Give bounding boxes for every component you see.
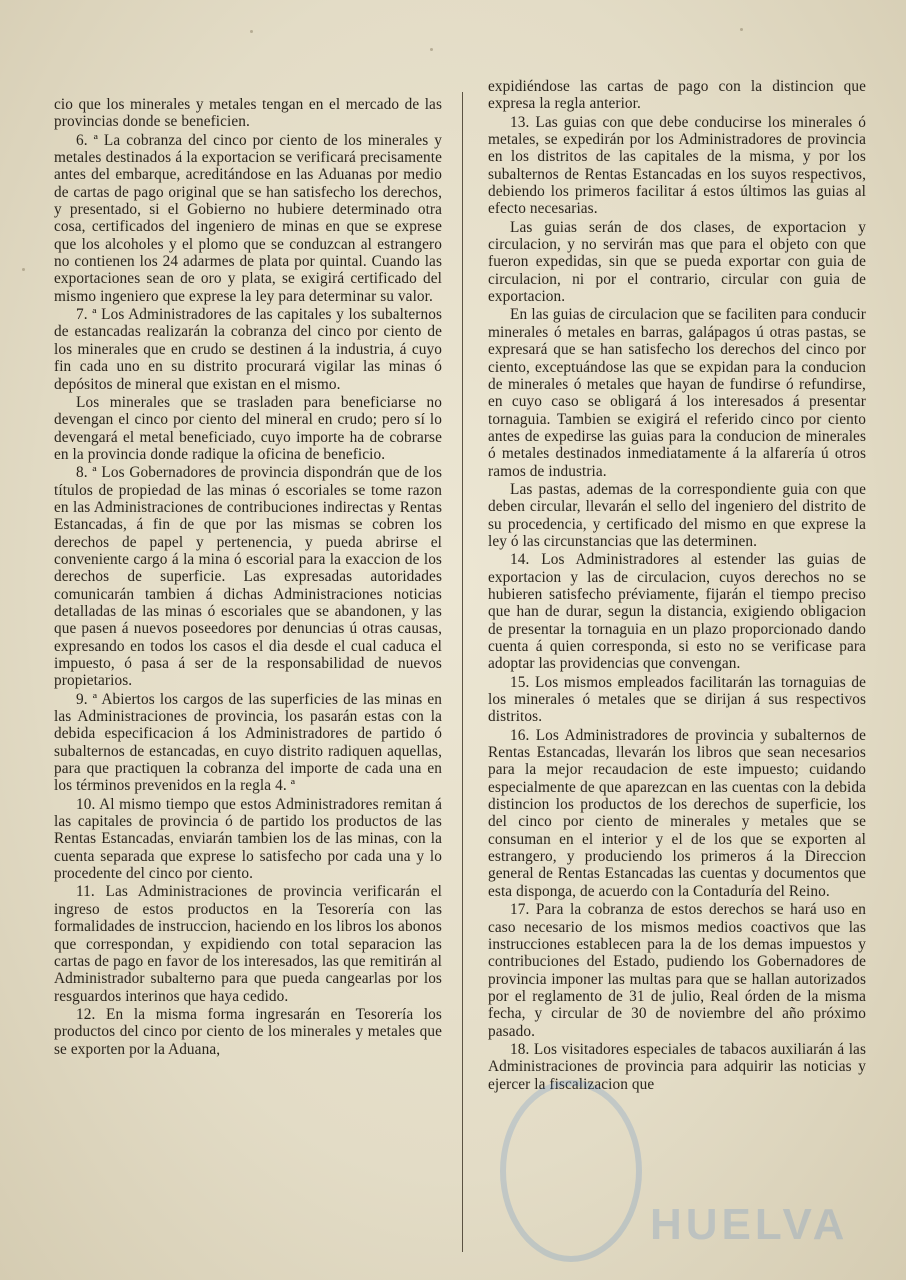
paragraph: 6. ª La cobranza del cinco por ciento de los minerales y metales destinados á la exportacion se verificará precisamente antes del embarque, acreditándose en las Aduanas por medio de cartas de pago original que se han satisfecho los derechos, y presentado, si el Gobierno no hubiere determinado otra cosa, certificados del ingeniero de minas en que se exprese que los alcoholes y el plomo que se conduzcan al estrangero no contienen los 24 adarmes de plata por quintal. Cuando las exportaciones sean de oro y plata, se exigirá certificado del mismo ingeniero que exprese la ley para determinar su valor. [54, 131, 442, 305]
paragraph: 9. ª Abiertos los cargos de las superficies de las minas en las Administraciones de provincia, los pasarán estas con la debida especificacion á los Administradores de partido ó subalternos de estancadas, en cuyo distrito radiquen aquellas, para que practiquen la cobranza del importe de cada una en los términos prevenidos en la regla 4. ª [54, 690, 442, 795]
paragraph: En las guias de circulacion que se faciliten para conducir minerales ó metales en barras, galápagos ú otras pastas, se expresará que se han satisfecho los derechos del cinco por ciento, exceptuándose las que se expidan para la conducion de minerales ó metales que hayan de fundirse ó refundirse, en cuyo caso se obligará á los interesados á presentar tornaguia. Tambien se exigirá el referido cinco por ciento antes de expedirse las guias para la conducion de minerales ó metales destinados inmediatamente á la alfarería ú otros ramos de industria. [488, 306, 866, 480]
paper-speck [250, 30, 253, 33]
paper-speck [740, 28, 743, 31]
paragraph: 12. En la misma forma ingresarán en Tesorería los productos del cinco por ciento de los minerales y metales que se exporten por la Aduana, [54, 1005, 442, 1058]
paragraph: 16. Los Administradores de provincia y subalternos de Rentas Estancadas, llevarán los libros que sean necesarios para la mejor recaudacion de este impuesto; cuidando especialmente de que aparezcan en las cuentas con la debida distincion los productos de los derechos de superficie, los del cinco por ciento de minerales y metales que se consuman en el interior y el de los que se exporten al estrangero, y produciendo los primeros á la Direccion general de Rentas Estancadas las cuentas y documentos que esta disponga, de acuerdo con la Contaduría del Reino. [488, 726, 866, 900]
paragraph: Las pastas, ademas de la correspondiente guia con que deben circular, llevarán el sello del ingeniero del distrito de su procedencia, y certificado del mismo en que exprese la ley ó las circunstancias que las determinen. [488, 480, 866, 550]
paragraph: 18. Los visitadores especiales de tabacos auxiliarán á las Administraciones de provincia para adquirir las noticias y ejercer la fiscalizacion que [488, 1040, 866, 1093]
paper-speck [430, 48, 433, 51]
right-text-column [488, 78, 866, 1094]
paragraph: Los minerales que se trasladen para beneficiarse no devengan el cinco por ciento del mineral en crudo; pero sí lo devengará el metal beneficiado, cuyo importe ha de cobrarse en la provincia donde radique la oficina de beneficio. [54, 393, 442, 463]
stamp-seal-shape [500, 1080, 642, 1262]
paper-speck [22, 268, 25, 271]
paragraph: cio que los minerales y metales tengan en el mercado de las provincias donde se beneficien. [54, 96, 442, 131]
paragraph: 15. Los mismos empleados facilitarán las tornaguias de los minerales ó metales que se dirijan á sus respectivos distritos. [488, 673, 866, 726]
paragraph: 7. ª Los Administradores de las capitales y los subalternos de estancadas realizarán la cobranza del cinco por ciento de los minerales que en crudo se destinen á la industria, á cuyo fin cada uno en su distrito procurará vigilar las minas ó depósitos de mineral que existan en el mismo. [54, 306, 442, 393]
paragraph: 11. Las Administraciones de provincia verificarán el ingreso de estos productos en la Tesorería con las formalidades de instruccion, haciendo en los libros los abonos que correspondan, y expidiendo con total separacion las cartas de pago en favor de los interesados, las que remitirán al Administrador subalterno para que pueda cangearlas por los resguardos interinos que haya cedido. [54, 883, 442, 1005]
library-stamp [500, 1080, 849, 1260]
paragraph: 8. ª Los Gobernadores de provincia dispondrán que de los títulos de propiedad de las minas ó escoriales se tome razon en las Administraciones de contribuciones indirectas y Rentas Estancadas, á fin de que por las mismas se cobren los derechos de papel y pertenencia, y pueda abrirse el conveniente cargo á la mina ó escorial para la exaccion de los derechos de superficie. Las expresadas autoridades comunicarán tambien á dichas Administraciones noticias detalladas de las minas ó escoriales que se abandonen, y las que pasen á nuevos poseedores por denuncias ú otras causas, expresando en todos los casos el dia desde el cual caduca el impuesto, ó pasa á ser de la responsabilidad de nuevos propietarios. [54, 464, 442, 690]
paragraph: Las guias serán de dos clases, de exportacion y circulacion, y no servirán mas que para el objeto con que fueron expedidas, sin que se pueda exportar con guia de circulacion, ni por el contrario, circular con guia de exportacion. [488, 218, 866, 306]
left-text-column [54, 96, 442, 1059]
column-divider [462, 92, 463, 1252]
stamp-text: HUELVA [650, 1200, 849, 1249]
paragraph: 17. Para la cobranza de estos derechos se hará uso en caso necesario de los mismos medios coactivos que las instrucciones establecen para la de los demas impuestos y contribuciones del Estado, pudiendo los Gobernadores de provincia imponer las multas para que se hallan autorizados por el reglamento de 31 de julio, Real órden de la misma fecha, y circular de 30 de noviembre del año próximo pasado. [488, 901, 866, 1040]
paragraph: 10. Al mismo tiempo que estos Administradores remitan á las capitales de provincia ó de partido los productos de las Rentas Estancadas, enviarán tambien los de las minas, con la cuenta separada que exprese lo satisfecho por cada una y lo procedente del cinco por ciento. [54, 795, 442, 883]
paragraph: 14. Los Administradores al estender las guias de exportacion y las de circulacion, cuyos derechos no se hubieren satisfecho préviamente, fijarán el tiempo preciso que han de durar, segun la distancia, exigiendo obligacion de presentar la tornaguia en un plazo proporcionado dando cuenta á quien corresponda, si esto no se verificase para adoptar las providencias que convengan. [488, 551, 866, 673]
paragraph: 13. Las guias con que debe conducirse los minerales ó metales, se expedirán por los Administradores de provincia en los distritos de las capitales de la misma, y por los subalternos de Rentas Estancadas en los suyos respectivos, debiendo los primeros facilitar á estos últimos las guias al efecto necesarias. [488, 113, 866, 218]
paragraph: expidiéndose las cartas de pago con la distincion que expresa la regla anterior. [488, 78, 866, 113]
